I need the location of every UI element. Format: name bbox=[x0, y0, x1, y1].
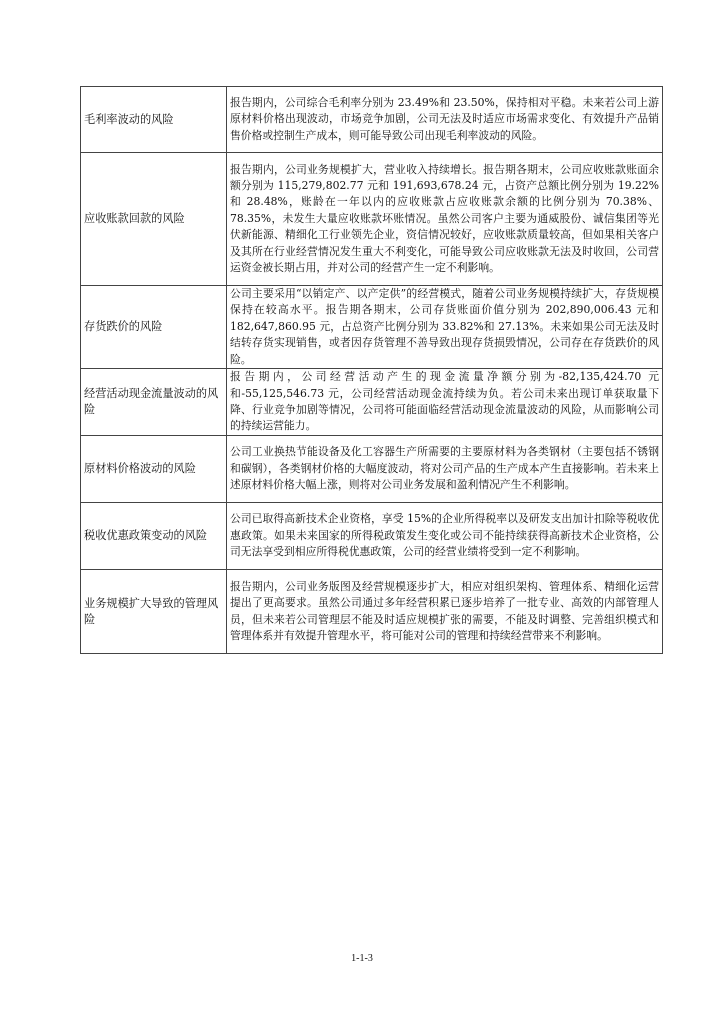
risk-description-cell: 报告期内，公司业务版图及经营规模逐步扩大，相应对组织架构、管理体系、精细化运营提出了更高要求。虽然公司通过多年经营积累已逐步培养了一批专业、高效的内部管理人员，但未来若公司管理层不能及时适应规模扩张的需要，不能及时调整、完善组织模式和管理体系并有效提升管理水平，将可能对公司的管理和持续经营带来不利影响。 bbox=[227, 570, 663, 654]
risk-description-cell: 公司工业换热节能设备及化工容器生产所需要的主要原材料为各类钢材（主要包括不锈钢和碳钢），各类钢材价格的大幅度波动，将对公司产品的生产成本产生直接影响。若未来上述原材料价格大幅上涨，则将对公司业务发展和盈利情况产生不利影响。 bbox=[227, 436, 663, 503]
table-row bbox=[81, 369, 663, 436]
risk-factors-table bbox=[80, 86, 663, 654]
risk-name-cell: 业务规模扩大导致的管理风险 bbox=[81, 570, 227, 654]
risk-name-cell: 原材料价格波动的风险 bbox=[81, 436, 227, 503]
page-number: 1-1-3 bbox=[351, 953, 373, 964]
risk-name-cell: 经营活动现金流量波动的风险 bbox=[81, 369, 227, 436]
risk-description-cell: 报告期内，公司综合毛利率分别为 23.49%和 23.50%，保持相对平稳。未来若公司上游原材料价格出现波动，市场竞争加剧，公司无法及时适应市场需求变化、有效提升产品销售价格或控制生产成本，则可能导致公司出现毛利率波动的风险。 bbox=[227, 87, 663, 153]
table-row bbox=[81, 503, 663, 570]
table-row bbox=[81, 87, 663, 153]
table-row bbox=[81, 286, 663, 369]
table-row bbox=[81, 570, 663, 654]
table-row bbox=[81, 153, 663, 286]
risk-description-cell: 报告期内，公司业务规模扩大，营业收入持续增长。报告期各期末，公司应收账款账面余额分别为 115,279,802.77 元和 191,693,678.24 元，占资产总额比例分别为 19.22%和 28.48%，账龄在一年以内的应收账款占应收账款余额的比例分别为 70.38%、78.35%，未发生大量应收账款坏账情况。虽然公司客户主要为通威股份、诚信集团等光伏新能源、精细化工行业领先企业，资信情况较好，应收账款质量较高，但如果相关客户及其所在行业经营情况发生重大不利变化，可能导致公司应收账款无法及时收回，公司营运资金被长期占用，并对公司的经营产生一定不利影响。 bbox=[227, 153, 663, 286]
table-row bbox=[81, 436, 663, 503]
risk-description-cell: 报告期内，公司经营活动产生的现金流量净额分别为-82,135,424.70 元和-55,125,546.73 元，公司经营活动现金流持续为负。若公司未来出现订单获取量下降、行业竞争加剧等情况，公司将可能面临经营活动现金流量波动的风险，从而影响公司的持续运营能力。 bbox=[227, 369, 663, 436]
risk-description-cell: 公司已取得高新技术企业资格，享受 15%的企业所得税率以及研发支出加计扣除等税收优惠政策。如果未来国家的所得税政策发生变化或公司不能持续获得高新技术企业资格，公司无法享受到相应所得税优惠政策，公司的经营业绩将受到一定不利影响。 bbox=[227, 503, 663, 570]
risk-name-cell: 税收优惠政策变动的风险 bbox=[81, 503, 227, 570]
risk-description-cell: 公司主要采用“以销定产、以产定供”的经营模式，随着公司业务规模持续扩大，存货规模保持在较高水平。报告期各期末，公司存货账面价值分别为 202,890,006.43 元和 182,647,860.95 元，占总资产比例分别为 33.82%和 27.13%。未来如果公司无法及时结转存货实现销售，或者因存货管理不善导致出现存货损毁情况，公司存在存货跌价的风险。 bbox=[227, 286, 663, 369]
risk-name-cell: 应收账款回款的风险 bbox=[81, 153, 227, 286]
risk-name-cell: 毛利率波动的风险 bbox=[81, 87, 227, 153]
risk-name-cell: 存货跌价的风险 bbox=[81, 286, 227, 369]
